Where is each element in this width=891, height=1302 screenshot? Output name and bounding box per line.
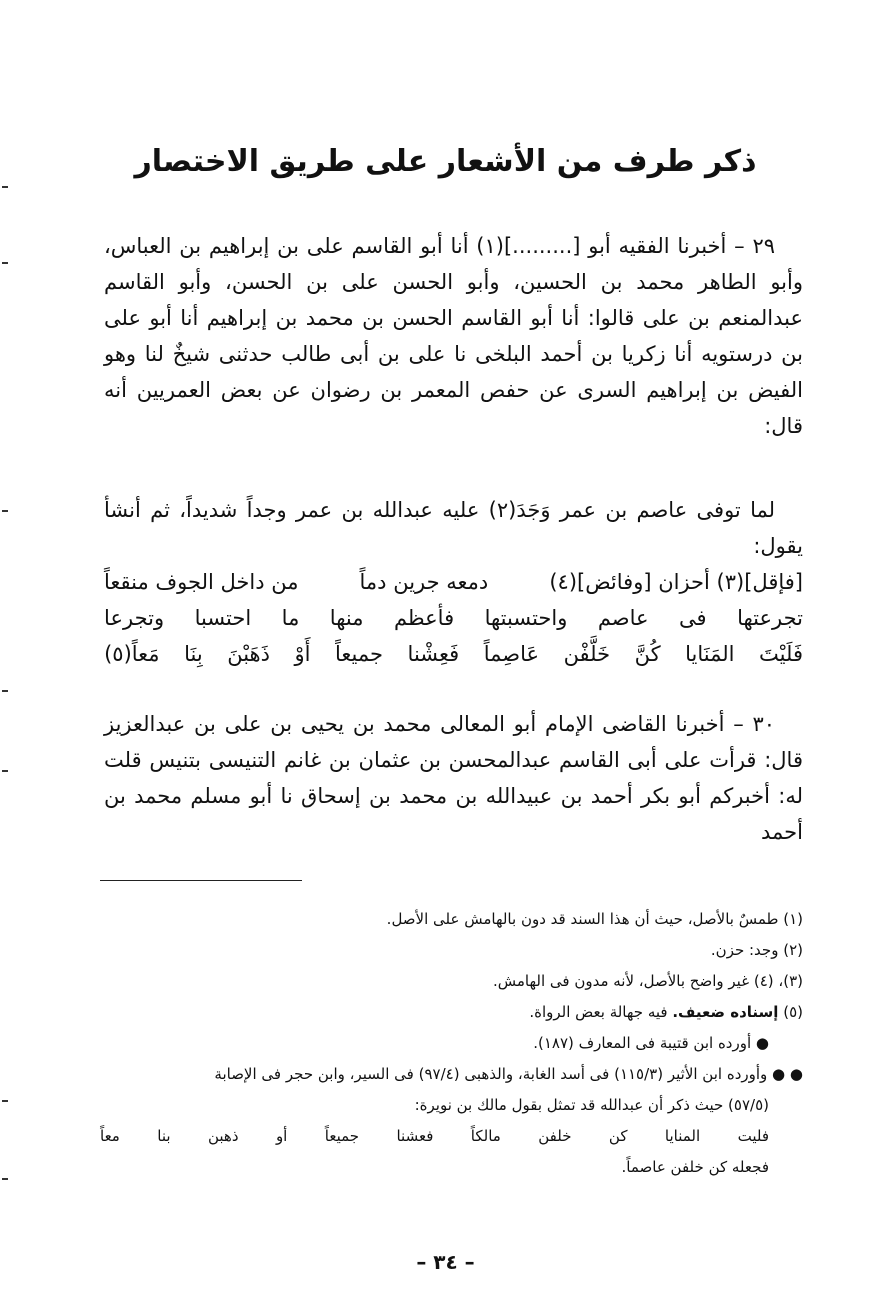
- verse-word: فليت: [737, 1127, 769, 1145]
- poem-word: المَنَايا: [685, 642, 735, 666]
- paragraph-text: ٣٠ – أخبرنا القاضى الإمام أبو المعالى محمد بن يحيى بن على بن عبدالعزيز قال: قرأت على أبى القاسم عبدالمحسن بن عثمان بن غانم التنيسى بتنيس قلت له: أخبركم أبو بكر أحمد بن عبيدالله بن محمد بن إسحاق نا أبو مسلم محمد بن أحمد: [104, 712, 803, 844]
- footnote-divider: [100, 880, 302, 881]
- footnote-3-4: (٣)، (٤) غير واضح بالأصل، لأنه مدون فى الهامش.: [492, 972, 803, 990]
- verse-word: أو: [275, 1127, 288, 1145]
- scan-edge-mark: [2, 1178, 8, 1180]
- poem-line-3: [104, 636, 803, 672]
- poem-word: واحتسبتها: [484, 606, 568, 630]
- poem-word: عَاصِماً: [483, 642, 540, 666]
- poem-word: جميعاً: [335, 642, 384, 666]
- poem-line-1: [104, 564, 803, 600]
- scan-edge-mark: [2, 1100, 8, 1102]
- poem-word: كُنَّ: [634, 642, 661, 666]
- poem-word: بِنَا: [184, 642, 203, 666]
- verse-word: مالكاً: [470, 1127, 501, 1145]
- poem-word: فَلَيْتَ: [759, 642, 803, 666]
- verse-word: معاً: [100, 1127, 120, 1145]
- poem-word: أَوْ: [294, 642, 311, 666]
- verse-word: كن: [608, 1127, 628, 1145]
- footnotes: [100, 904, 803, 1183]
- hadith-29-paragraph: [104, 228, 803, 444]
- poem-word: احتسبا: [194, 606, 252, 630]
- footnote-text: فيه جهالة بعض الرواة.: [529, 1003, 668, 1021]
- poem-word: فى: [679, 606, 707, 630]
- footnote-1: (١) طمسٌ بالأصل، حيث أن هذا السند قد دون بالهامش على الأصل.: [386, 910, 803, 928]
- poem-word: تجرعتها: [737, 606, 803, 630]
- poem-word: ذَهَبْنَ: [227, 642, 270, 666]
- footnote-number: (٥): [783, 1003, 803, 1021]
- hadith-30-paragraph: [104, 706, 803, 850]
- verse-word: فعشنا: [396, 1127, 434, 1145]
- poem-line-2: [104, 600, 803, 636]
- footnote-last: فجعله كن خلفن عاصماً.: [621, 1158, 769, 1176]
- poem-word: منها: [329, 606, 364, 630]
- footnote-5: [100, 997, 803, 1028]
- paragraph-text: لما توفى عاصم بن عمر وَجَدَ(٢) عليه عبدالله بن عمر وجداً شديداً، ثم أنشأ يقول:: [104, 498, 803, 558]
- scan-edge-mark: [2, 262, 8, 264]
- verse-word: جميعاً: [324, 1127, 360, 1145]
- poem-intro-paragraph: [104, 492, 803, 564]
- poem-word: دمعه جرين دماً: [359, 570, 489, 594]
- footnote-bullet-3: (٥٧/٥) حيث ذكر أن عبدالله قد تمثل بقول مالك بن نويرة:: [414, 1096, 769, 1114]
- poem-block: [104, 564, 803, 672]
- scan-edge-mark: [2, 770, 8, 772]
- section-title: ذكر طرف من الأشعار على طريق الاختصار: [134, 144, 757, 179]
- poem-word: [فإقل](٣) أحزان [وفائض](٤): [549, 570, 803, 594]
- paragraph-text: ٢٩ – أخبرنا الفقيه أبو [.........](١) أنا أبو القاسم على بن إبراهيم بن العباس، وأبو الطاهر محمد بن الحسين، وأبو الحسن على بن الحسن، وأبو القاسم عبدالمنعم بن على قالوا: أنا أبو القاسم الحسن بن محمد بن إبراهيم أنا أبو على بن درستويه أنا زكريا بن أحمد البلخى نا على بن أبى طالب حدثنى شيخٌ لنا وهو الفيض بن إبراهيم السرى عن حفص المعمر بن رضوان عن بعض العمريين أنه قال:: [104, 234, 803, 438]
- poem-word: فأعظم: [393, 606, 455, 630]
- verse-word: المنايا: [664, 1127, 701, 1145]
- footnote-verse: [100, 1121, 803, 1152]
- scan-edge-mark: [2, 690, 8, 692]
- verse-word: خلفن: [538, 1127, 572, 1145]
- poem-word: عاصم: [597, 606, 649, 630]
- scan-edge-mark: [2, 186, 8, 188]
- poem-word: فَعِشْنا: [407, 642, 460, 666]
- poem-word: مَعاً(٥): [104, 642, 160, 666]
- poem-word: وتجرعا: [104, 606, 165, 630]
- scan-edge-mark: [2, 510, 8, 512]
- footnote-2: (٢) وجد: حزن.: [710, 941, 803, 959]
- page-number: – ٣٤ –: [416, 1250, 475, 1274]
- poem-word: ما: [281, 606, 300, 630]
- footnote-grade: إسناده ضعيف.: [672, 1003, 779, 1021]
- poem-word: من داخل الجوف منقعاً: [104, 570, 299, 594]
- verse-word: ذهبن: [207, 1127, 239, 1145]
- verse-word: بنا: [157, 1127, 171, 1145]
- footnote-bullet-1: ● أورده ابن قتيبة فى المعارف (١٨٧).: [533, 1034, 769, 1052]
- poem-word: خَلَّفْن: [563, 642, 611, 666]
- footnote-bullet-2: ● ● وأورده ابن الأثير (١١٥/٣) فى أسد الغابة، والذهبى (٩٧/٤) فى السير، وابن حجر فى الإصابة: [214, 1065, 803, 1083]
